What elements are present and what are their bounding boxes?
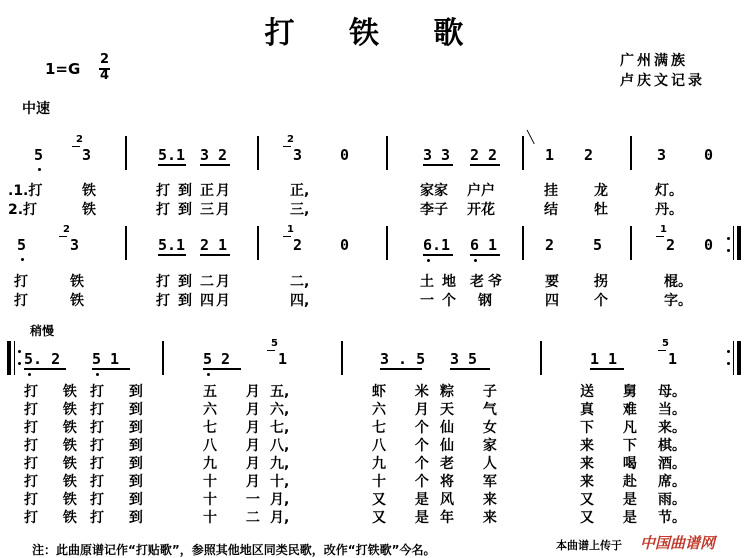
note: 2	[545, 236, 555, 254]
verse-8-word: 打 铁	[24, 510, 87, 526]
lyric: 灯。	[655, 183, 683, 199]
verse-4-word: 打 铁	[24, 438, 87, 454]
note: 3 5	[450, 350, 478, 368]
lyric: 拐	[594, 274, 608, 290]
verse-2-word: 当。	[658, 402, 686, 418]
verse-1-word: 母。	[658, 384, 686, 400]
verse-4-word: 八 月	[203, 438, 272, 454]
page-title: 打 铁 歌	[264, 16, 486, 51]
lyric: 铁	[82, 183, 96, 199]
lyric: 二,	[290, 274, 310, 290]
lyric: 牡	[594, 202, 608, 218]
grace-slur	[658, 350, 666, 351]
bar-line	[522, 136, 524, 170]
verse-8-word: 打 到	[90, 510, 153, 526]
lyric: 铁	[70, 293, 84, 309]
lyric: 打到	[156, 183, 200, 199]
lyric: 铁	[70, 274, 84, 290]
note: 3	[82, 146, 92, 164]
verse-8-word: 年 来	[440, 510, 509, 526]
verse-2-word: 六,	[270, 402, 290, 418]
note: 2 2	[470, 146, 498, 164]
verse-7-word: 又 是	[372, 492, 441, 508]
verse-7-word: 雨。	[658, 492, 686, 508]
lyric: 龙	[594, 183, 608, 199]
note: 2	[584, 146, 594, 164]
grace-note: 2	[76, 134, 83, 145]
note: 1 1	[590, 350, 618, 368]
grace-note: 5	[662, 338, 669, 349]
verse-4-word: 棋。	[658, 438, 686, 454]
beam	[92, 368, 130, 370]
lyric: 正月	[200, 183, 232, 199]
repeat-thick-bar	[7, 341, 11, 375]
verse-5-word: 打 铁	[24, 456, 87, 472]
repeat-thin-bar	[733, 341, 734, 375]
time-sig-bottom: 4	[100, 68, 110, 83]
lyric: 2.打	[8, 202, 38, 218]
verse-7-word: 风 来	[440, 492, 509, 508]
low-octave-dot	[28, 373, 31, 376]
note: 5	[34, 146, 44, 164]
note: 5 2	[203, 350, 231, 368]
verse-7-word: 月,	[270, 492, 290, 508]
note: 6.1	[423, 236, 451, 254]
grace-note: 2	[287, 134, 294, 145]
beam	[24, 368, 66, 370]
key-signature: 1=G	[45, 60, 81, 78]
note: 5. 2	[24, 350, 61, 368]
beam	[470, 164, 500, 166]
verse-7-word: 十 一	[203, 492, 272, 508]
grace-slur	[267, 350, 275, 351]
verse-8-word: 十 二	[203, 510, 272, 526]
note: 5	[17, 236, 27, 254]
low-octave-dot	[427, 259, 430, 262]
lyric: 二月	[200, 274, 232, 290]
rest: 0	[704, 146, 714, 164]
rest: 0	[340, 236, 350, 254]
verse-1-word: 虾 米	[372, 384, 441, 400]
verse-3-word: 七,	[270, 420, 290, 436]
grace-slur	[72, 146, 80, 147]
verse-4-word: 八 个	[372, 438, 441, 454]
bar-line	[630, 226, 632, 260]
bar-line	[162, 341, 164, 375]
low-octave-dot	[474, 259, 477, 262]
tempo-marking-slower: 稍慢	[30, 324, 55, 338]
lyric: 钢	[478, 293, 492, 309]
footnote: 注：此曲原谱记作“打贴歌”，参照其他地区同类民歌，改作“打铁歌”今名。	[32, 543, 436, 557]
note: 3	[70, 236, 80, 254]
tempo-marking: 中速	[22, 101, 50, 117]
repeat-thick-bar	[737, 341, 741, 375]
lyric: 四,	[290, 293, 310, 309]
verse-5-word: 来 喝	[580, 456, 649, 472]
lyric: 土地	[420, 274, 464, 290]
grace-slur	[283, 236, 291, 237]
note: 1	[278, 350, 288, 368]
site-watermark: 中国曲谱网	[640, 534, 716, 552]
verse-7-word: 打 铁	[24, 492, 87, 508]
lyric: 打	[14, 293, 28, 309]
grace-note: 1	[287, 224, 294, 235]
verse-2-word: 六 月	[203, 402, 272, 418]
beam	[158, 164, 186, 166]
low-octave-dot	[207, 373, 210, 376]
verse-6-word: 十,	[270, 474, 290, 490]
lyric: 个	[594, 293, 608, 309]
verse-2-word: 打 到	[90, 402, 153, 418]
repeat-dot	[727, 362, 730, 365]
lyric: 挂	[544, 183, 558, 199]
lyric: 正,	[290, 183, 310, 199]
lyric: 四月	[200, 293, 232, 309]
lyric: 一个	[420, 293, 464, 309]
credit-line-2: 卢庆文记录	[620, 73, 705, 89]
verse-1-word: 送 舅	[580, 384, 649, 400]
bar-line	[341, 341, 343, 375]
accent-mark: ╲	[527, 130, 535, 144]
note: 2 1	[200, 236, 228, 254]
time-sig-top: 2	[100, 52, 110, 67]
beam	[200, 254, 230, 256]
note: 3 . 5	[380, 350, 426, 368]
verse-3-word: 仙 女	[440, 420, 509, 436]
low-octave-dot	[38, 168, 41, 171]
beam	[200, 164, 230, 166]
note: 3	[657, 146, 667, 164]
verse-7-word: 又 是	[580, 492, 649, 508]
beam	[203, 368, 241, 370]
verse-1-word: 五 月	[203, 384, 272, 400]
grace-note: 1	[660, 224, 667, 235]
note: 3 3	[423, 146, 451, 164]
lyric: 结	[544, 202, 558, 218]
beam	[450, 368, 490, 370]
lyric: 打	[14, 274, 28, 290]
grace-slur	[656, 236, 664, 237]
beam	[590, 368, 624, 370]
verse-4-word: 八,	[270, 438, 290, 454]
verse-8-word: 又 是	[372, 510, 441, 526]
beam	[158, 254, 186, 256]
bar-line	[630, 136, 632, 170]
verse-6-word: 将 军	[440, 474, 509, 490]
repeat-thick-bar	[737, 226, 741, 260]
note: 1	[545, 146, 555, 164]
repeat-dot	[727, 350, 730, 353]
verse-3-word: 七 月	[203, 420, 272, 436]
note: 3 2	[200, 146, 228, 164]
bar-line	[386, 226, 388, 260]
verse-5-word: 九,	[270, 456, 290, 472]
grace-slur	[283, 146, 291, 147]
repeat-dot	[727, 249, 730, 252]
verse-8-word: 又 是	[580, 510, 649, 526]
lyric: 李子	[420, 202, 448, 218]
verse-5-word: 九 个	[372, 456, 441, 472]
rest: 0	[340, 146, 350, 164]
verse-1-word: 粽 子	[440, 384, 509, 400]
verse-6-word: 打 铁	[24, 474, 87, 490]
verse-2-word: 天 气	[440, 402, 509, 418]
verse-6-word: 十 个	[372, 474, 441, 490]
lyric: 开花	[467, 202, 495, 218]
lyric: 户户	[467, 183, 495, 199]
low-octave-dot	[21, 258, 24, 261]
verse-2-word: 真 难	[580, 402, 649, 418]
grace-note: 2	[63, 224, 70, 235]
bar-line	[540, 341, 542, 375]
verse-4-word: 来 下	[580, 438, 649, 454]
lyric: 打到	[156, 293, 200, 309]
verse-8-word: 节。	[658, 510, 686, 526]
bar-line	[257, 226, 259, 260]
lyric: 四	[545, 293, 559, 309]
lyric: 丹。	[655, 202, 683, 218]
repeat-dot	[727, 237, 730, 240]
verse-5-word: 打 到	[90, 456, 153, 472]
note: 2	[293, 236, 303, 254]
lyric: 打到	[156, 202, 200, 218]
lyric: 打到	[156, 274, 200, 290]
verse-6-word: 打 到	[90, 474, 153, 490]
credit-line-1: 广州满族	[620, 53, 688, 69]
verse-3-word: 七 个	[372, 420, 441, 436]
lyric: 三月	[200, 202, 232, 218]
note: 5.1	[158, 236, 186, 254]
bar-line	[386, 136, 388, 170]
verse-2-word: 打 铁	[24, 402, 87, 418]
verse-4-word: 仙 家	[440, 438, 509, 454]
grace-slur	[59, 236, 67, 237]
repeat-thin-bar	[733, 226, 734, 260]
verse-5-word: 老 人	[440, 456, 509, 472]
verse-5-word: 酒。	[658, 456, 686, 472]
lyric: .1.打	[8, 183, 43, 199]
note: 1	[668, 350, 678, 368]
beam	[470, 254, 500, 256]
verse-1-word: 打 到	[90, 384, 153, 400]
verse-2-word: 六 月	[372, 402, 441, 418]
verse-6-word: 十 月	[203, 474, 272, 490]
beam	[380, 368, 422, 370]
lyric: 家家	[420, 183, 448, 199]
note: 5	[593, 236, 603, 254]
note: 2	[666, 236, 676, 254]
lyric: 字。	[664, 293, 692, 309]
bar-line	[125, 226, 127, 260]
repeat-dot	[18, 362, 21, 365]
verse-6-word: 来 赴	[580, 474, 649, 490]
verse-5-word: 九 月	[203, 456, 272, 472]
note: 5.1	[158, 146, 186, 164]
verse-3-word: 下 凡	[580, 420, 649, 436]
lyric: 老爷	[470, 274, 506, 290]
note: 5 1	[92, 350, 120, 368]
upload-note: 本曲谱上传于	[556, 539, 622, 552]
bar-line	[522, 226, 524, 260]
lyric: 棍。	[664, 274, 692, 290]
verse-1-word: 五,	[270, 384, 290, 400]
lyric: 三,	[290, 202, 310, 218]
bar-line	[257, 136, 259, 170]
verse-3-word: 打 铁	[24, 420, 87, 436]
verse-3-word: 打 到	[90, 420, 153, 436]
verse-4-word: 打 到	[90, 438, 153, 454]
note: 3	[293, 146, 303, 164]
verse-7-word: 打 到	[90, 492, 153, 508]
bar-line	[125, 136, 127, 170]
lyric: 铁	[82, 202, 96, 218]
verse-6-word: 席。	[658, 474, 686, 490]
grace-note: 5	[271, 338, 278, 349]
beam	[423, 164, 453, 166]
repeat-thin-bar	[14, 341, 15, 375]
beam	[423, 254, 453, 256]
verse-1-word: 打 铁	[24, 384, 87, 400]
repeat-dot	[18, 350, 21, 353]
lyric: 要	[545, 274, 559, 290]
low-octave-dot	[96, 373, 99, 376]
rest: 0	[704, 236, 714, 254]
verse-8-word: 月,	[270, 510, 290, 526]
verse-3-word: 来。	[658, 420, 686, 436]
note: 6 1	[470, 236, 498, 254]
